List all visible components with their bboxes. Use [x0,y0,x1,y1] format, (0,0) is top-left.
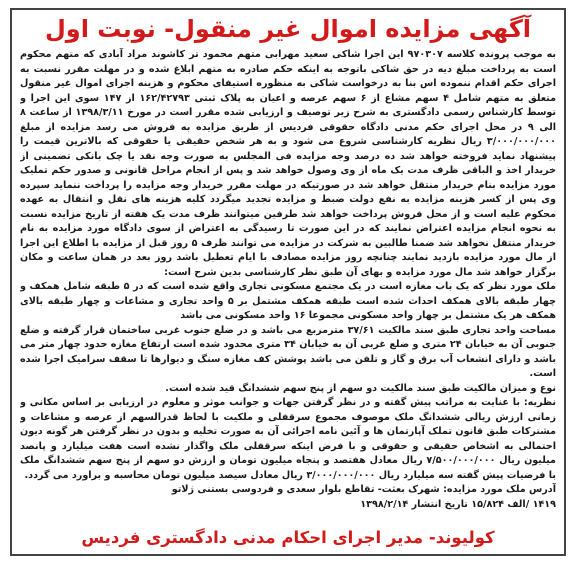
notice-frame [10,8,566,556]
paragraph-reference: ۱۴۱۹ /الف ۱۵/۸۲۴ تاریخ انتشار ۱۳۹۸/۲/۱۴ [360,498,556,510]
notice-title: آگهی مزایده اموال غیر منقول- نوبت اول [44,15,531,43]
paragraph-address: آدرس ملک مورد مزایده: شهرک بعثت- تقاطع بلوار سعدی و فردوسی بستنی ژلاتو [171,484,556,495]
paragraph-main: به موجب پرونده کلاسه ۹۷۰۳۰۷ این اجرا شاکی سعید مهرابی متهم محمود تر کاشوند مراد آبادی که متهم محکوم است به پرداخت مبلغ دیه در حق شاکی باتوجه به اینکه حکم صادره به متهم ابلاغ شده و در مهلت مقرر نسبت به اجرای حکم اقدام ننموده اس بنا به درخواست شاکی به منظوره استیفای محکوم و هزینه اجرای اموال غیر منقول متعلق به متهم شامل ۴ سهم مشاع از ۶ سهم عرصه و اعیان به پلاک ثبتی ۱۶۲/۴۲۷۹۳ از ۱۴۷ سوی این اجرا و توسط کارشناس رسمی دادگستری به شرح زیر توصیف و ارزیابی شده مقرر است در مورخ ۱۳۹۸/۳/۱۱ از ساعت ۸ الی ۹ در محل اجرای حکم مدنی دادگاه حقوقی فردیس از طریق مزایده به فروش می رسد مزایده از مبلغ ۳/۰۰۰/۰۰۰/۰۰۰ ریال نظریه کارشناسی شروع می شود و به هر شخص حقیقی یا حقوقی که بالاترین قیمت را پیشنهاد نماید فروخته خواهد شد ده درصد وجه مزایده فی المجلس به صورت وجه نقد یا چک بانکی تضمینی از خریدار اخذ و الباقی ظرف مدت یک ماه از وی وصول خواهد شد و پس از انجام مراحل قانونی و صدور حکم تملیک مورد مزایده بنام خریدار منتقل خواهد شد در صورتیکه در مهلت مقرر خریدار وجه مزایده را پرداخت ننماید سپرده وی پس از کسر هزینه مزایده به نفع دولت ضبط و مزایده تجدید میگردد کلیه هزینه های نقل و انتقال به عهده محکوم علیه است و از محل فروش پرداخت خواهد شد طرفین میتوانند ظرف مدت یک هفته از تاریخ مزایده نسبت به نحوه انجام مزایده اعتراض نمایند که در این صورت تا رسیدگی به اعتراض از سوی دادگاه مورد مزایده به نام خریدار منتقل نخواهد شد ضمنا طالبین به شرکت در مزایده می توانند ظرف ۵ روز قبل از مزایده با اطلاع این اجرا از مال مورد مزایده بازدید نمایند چنانچه روز مزایده مصادف با ایام تعطیل باشد روز بعد در همان ساعت و مکان برگزار خواهد شد مال مورد مزایده و بهای آن طبق نظر کارشناسی بدین شرح است: [20,49,556,278]
paragraph-appraisal: نظریه: با عنایت به مراتب پیش گفته و در نظر گرفتن جهات و جوانب موثر و معلوم در ارزیابی بر اساس مکانی و زمانی ارزش ریالی ششدانگ ملک موصوف مجموع سرقفلی و ملکیت با لحاظ قدرالسهم از عرصه و مشاعات و مشترکات طبق قانون تملک آپارتمان ها و آئین نامه اجرائی آن به صورت تخلیه و بدون در نظر گرفتن هر گونه دیون احتمالی به اشخاص حقیقی و حقوقی و با فرض اینکه سرقفلی ملک واگذار نشده است هفت میلیارد و پانصد میلیون ریال ۷/۵۰۰/۰۰۰/۰۰۰ ریال معادل هفتصد و پنجاه میلیون تومان و ارزش دو سهم از پنج سهم ششدانگ ملک با فرضیات پیش گفته سه میلیارد ریال ۳/۰۰۰/۰۰۰/۰۰۰ ریال معادل سیصد میلیون تومان محاسبه و براورد می گردد. [20,397,556,481]
notice-signature: کولیوند- مدیر اجرای احکام مدنی دادگستری فردیس [81,528,495,547]
notice-body [20,48,556,524]
paragraph-ownership: نوع و میزان مالکیت طبق سند مالکیت دو سهم از پنج سهم ششدانگ قید شده است. [165,382,556,394]
paragraph-property: ملک مورد نظر که یک باب مغازه است در یک مجتمع مسکونی تجاری واقع شده است که در ۵ طبقه شامل همکف و چهار طبقه بالای همکف احداث شده است طبقه همکف مشتمل بر ۵ واحد تجاری و مشاعات و چهار طبقه بالای همکف هر یک مشتمل بر چهار واحد مسکونی مجموعا ۱۶ واحد مسکونی می باشد [20,281,556,321]
paragraph-area: مساحت واحد تجاری طبق سند مالکیت ۳۷/۶۱ مترمربع می باشد و در ضلع جنوب غربی ساختمان قرار گرفته و ضلع جنوبی آن به خیابان ۲۴ متری و ضلع غربی آن به خیابان ۳۴ متری محدود شده است ارتفاع مغازه حدود چهار متر می باشد و دارای انشعاب آب برق و گاز و تلفن می باشد پوشش کف مغازه سنگ و دیوارها تا سقف سرامیک اجرا شده است. [20,324,556,379]
